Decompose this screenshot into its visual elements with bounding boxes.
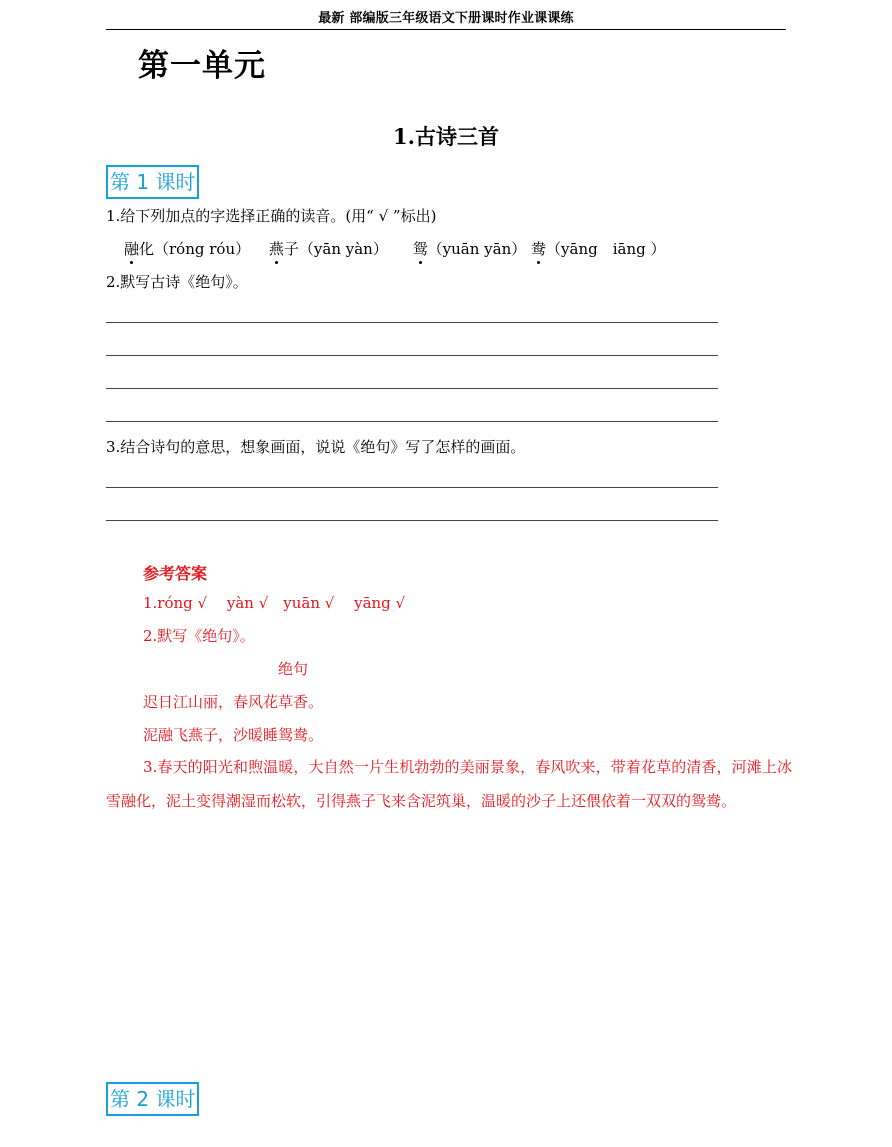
dotted-char: 燕 — [269, 237, 284, 261]
header-divider — [106, 29, 786, 30]
page-header: 最新 部编版三年级语文下册课时作业课课练 — [318, 11, 574, 26]
pinyin-item-yanzi — [269, 237, 388, 261]
reference-answer-title: 参考答案 — [143, 564, 208, 583]
lesson-title: 1.古诗三首 — [393, 124, 499, 149]
pinyin-item-yuan — [413, 237, 527, 261]
pinyin-item-ronghua — [124, 237, 250, 261]
pinyin-choices: （yāng iāng ） — [546, 240, 666, 258]
answer-line[interactable] — [106, 388, 718, 389]
dotted-char: 融 — [124, 237, 139, 261]
pinyin-choices: （yuān yān） — [427, 240, 527, 258]
poem-title: 绝句 — [278, 660, 309, 678]
answer-line[interactable] — [106, 355, 718, 356]
question-2: 2.默写古诗《绝句》。 — [106, 273, 248, 291]
answer-2: 2.默写《绝句》。 — [143, 627, 255, 645]
question-1: 1.给下列加点的字选择正确的读音。(用“ √ ”标出) — [106, 207, 437, 225]
answer-3: 3.春天的阳光和煦温暖，大自然一片生机勃勃的美丽景象，春风吹来，带着花草的清香，河滩上冰雪融化，泥土变得潮湿而松软，引得燕子飞来含泥筑巢，温暖的沙子上还偎依着一双双的鸳鸯。 — [106, 758, 792, 810]
answer-line[interactable] — [106, 322, 718, 323]
session-1-badge: 第 1 课时 — [106, 165, 199, 199]
poem-line-1: 迟日江山丽，春风花草香。 — [143, 693, 324, 711]
dotted-char: 鸳 — [413, 237, 428, 261]
pinyin-options-row — [124, 237, 680, 261]
dotted-char: 鸯 — [531, 237, 546, 261]
pinyin-choices: 子（yān yàn） — [283, 240, 388, 258]
answer-line[interactable] — [106, 421, 718, 422]
answer-1: 1.róng √ yàn √ yuān √ yāng √ — [143, 594, 406, 612]
unit-title: 第一单元 — [138, 48, 266, 84]
pinyin-item-yang — [531, 237, 665, 261]
answer-line[interactable] — [106, 520, 718, 521]
pinyin-choices: 化（róng róu） — [139, 240, 251, 258]
poem-line-2: 泥融飞燕子，沙暖睡鸳鸯。 — [143, 726, 324, 744]
question-3: 3.结合诗句的意思，想象画面，说说《绝句》写了怎样的画面。 — [106, 438, 526, 456]
answer-line[interactable] — [106, 487, 718, 488]
session-2-badge: 第 2 课时 — [106, 1082, 199, 1116]
